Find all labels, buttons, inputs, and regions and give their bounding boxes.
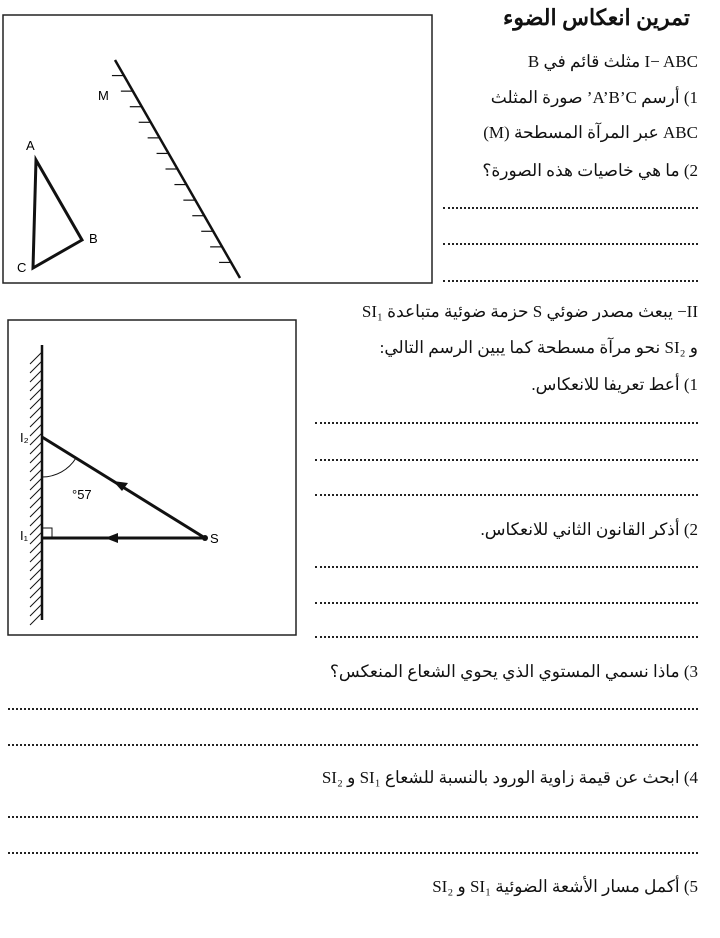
mirror-label: M [98, 88, 109, 103]
source-s-label: S [210, 531, 219, 546]
mirror-hatching [30, 352, 42, 625]
arrow-head [105, 533, 118, 543]
part1-q1b: ABC عبر المرآة المسطحة (M) [483, 123, 698, 142]
part1-q2: 2) ما هي خاصيات هذه الصورة؟ [482, 161, 698, 180]
vertex-c-label: C [17, 260, 27, 275]
vertex-b-label: B [89, 231, 98, 246]
part2-q1: 1) أعط تعريفا للانعكاس. [531, 375, 698, 394]
part2-q2: 2) أذكر القانون الثاني للانعكاس. [480, 520, 698, 539]
angle-arc [42, 458, 76, 477]
mirror-hatching [112, 76, 231, 263]
worksheet-title: تمرين انعكاس الضوء [502, 5, 690, 30]
part2-intro1: II− يبعث مصدر ضوئي S حزمة ضوئية متباعدة SI₁ [361, 302, 698, 321]
figure-mirror-triangle [3, 15, 432, 283]
vertex-a-label: A [26, 138, 35, 153]
angle-label: °57 [72, 487, 92, 502]
part2-q4: 4) ابحث عن قيمة زاوية الورود بالنسبة للشعاع SI₁ و SI₂ [321, 768, 698, 787]
figure-reflection [8, 320, 296, 635]
triangle-abc [33, 160, 82, 268]
part1-q1a: 1) أرسم A’B’C’ صورة المثلث [490, 88, 698, 107]
part2-intro2: و SI₂ نحو مرآة مسطحة كما يبين الرسم التالي: [379, 338, 698, 357]
part2-q5: 5) أكمل مسار الأشعة الضوئية SI₁ و SI₂ [432, 877, 698, 896]
source-point [202, 535, 208, 541]
part2-q3: 3) ماذا نسمي المستوي الذي يحوي الشعاع المنعكس؟ [329, 662, 698, 681]
point-i2-label: I₂ [20, 430, 29, 445]
point-i1-label: I₁ [20, 528, 28, 543]
part1-intro: I− ABC مثلث قائم في B [527, 52, 698, 71]
